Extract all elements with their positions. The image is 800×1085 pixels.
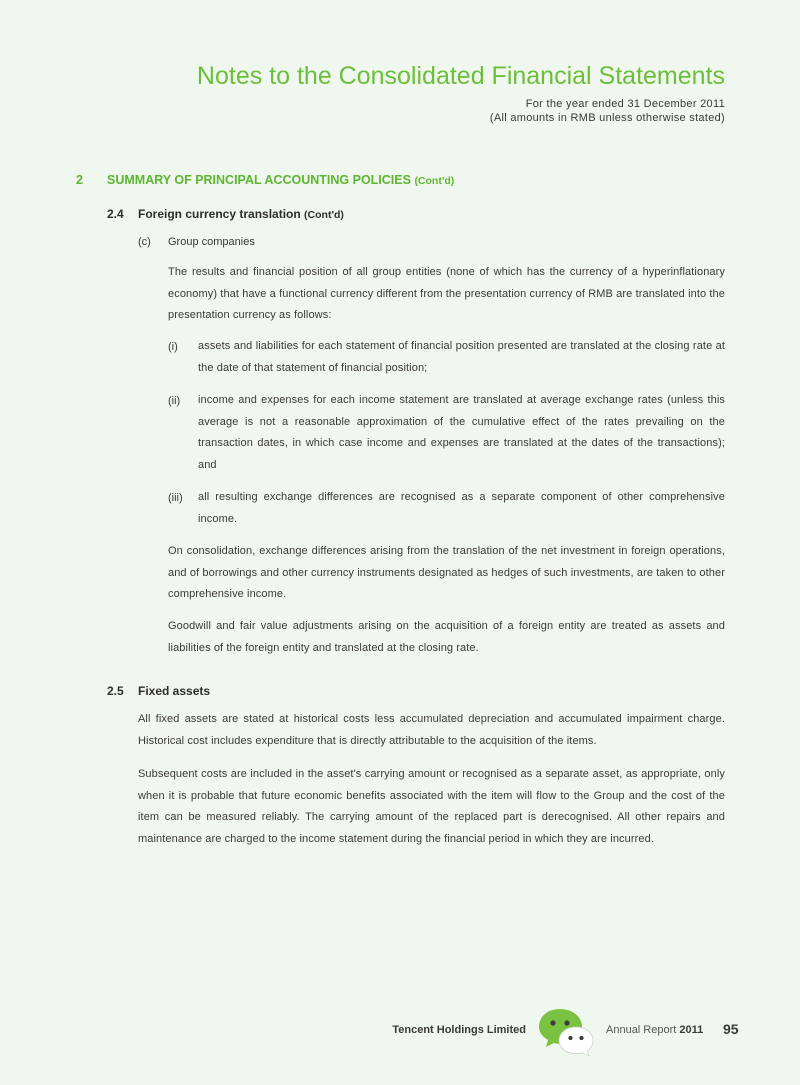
item-c-heading: Group companies bbox=[168, 236, 255, 248]
subsection-2-5-number: 2.5 bbox=[107, 684, 124, 698]
page-subtitle-currency-note: (All amounts in RMB unless otherwise stated) bbox=[489, 112, 725, 124]
section-number: 2 bbox=[76, 173, 83, 187]
page-title: Notes to the Consolidated Financial Statements bbox=[196, 62, 725, 90]
fixed-assets-paragraph-1: All fixed assets are stated at historical costs less accumulated depreciation and accumulated impairment charge. Historical cost includes expenditure that is directly attributable to the acquisition of the items. bbox=[138, 713, 725, 747]
point-ii-label: (ii) bbox=[168, 395, 181, 407]
footer-report-text: Annual Report bbox=[606, 1024, 677, 1036]
section-title-text: SUMMARY OF PRINCIPAL ACCOUNTING POLICIES bbox=[107, 173, 411, 187]
subsection-2-5-title: Fixed assets bbox=[138, 684, 211, 698]
section-contd: (Cont'd) bbox=[414, 175, 455, 187]
wechat-chat-bubbles-icon bbox=[536, 1005, 596, 1057]
point-iii-text: all resulting exchange differences are recognised as a separate component of other comprehensive income. bbox=[198, 491, 725, 525]
page-number: 95 bbox=[723, 1021, 739, 1037]
consolidation-paragraph: On consolidation, exchange differences arising from the translation of the net investment in foreign operations, and of borrowings and other currency instruments designated as hedges of such investments, are taken to other comprehensive income. bbox=[168, 545, 725, 600]
footer-report-label bbox=[606, 1024, 703, 1036]
section-title bbox=[107, 173, 454, 187]
fixed-assets-paragraph-2: Subsequent costs are included in the asset's carrying amount or recognised as a separate asset, as appropriate, only when it is probable that future economic benefits associated with the item will flow to the Group and the cost of the item can be measured reliably. The carrying amount of the replaced part is derecognised. All other repairs and maintenance are charged to the income statement during the financial period in which they are incurred. bbox=[138, 768, 725, 845]
point-i-label: (i) bbox=[168, 341, 178, 353]
subsection-2-4-title bbox=[138, 207, 344, 221]
page-subtitle-period: For the year ended 31 December 2011 bbox=[525, 98, 725, 110]
subsection-2-4-contd: (Cont'd) bbox=[304, 209, 344, 221]
footer-company-name: Tencent Holdings Limited bbox=[392, 1024, 526, 1036]
subsection-2-4-number: 2.4 bbox=[107, 207, 124, 221]
item-c-intro-paragraph: The results and financial position of all group entities (none of which has the currency of a hyperinflationary economy) that have a functional currency different from the presentation currency of RMB are translated into the presentation currency as follows: bbox=[168, 266, 725, 321]
point-iii-label: (iii) bbox=[168, 492, 183, 504]
goodwill-paragraph: Goodwill and fair value adjustments arising on the acquisition of a foreign entity are treated as assets and liabilities of the foreign entity and translated at the closing rate. bbox=[168, 620, 725, 654]
point-i-text: assets and liabilities for each statement of financial position presented are translated at the closing rate at the date of that statement of financial position; bbox=[198, 340, 725, 374]
subsection-2-4-title-text: Foreign currency translation bbox=[138, 207, 301, 221]
footer-report-year: 2011 bbox=[679, 1024, 704, 1036]
item-c-label: (c) bbox=[138, 236, 151, 248]
point-ii-text: income and expenses for each income statement are translated at average exchange rates (unless this average is not a reasonable approximation of the cumulative effect of the rates prevailing on the transaction dates, in which case income and expenses are translated at the dates of the transactions); and bbox=[198, 394, 725, 471]
